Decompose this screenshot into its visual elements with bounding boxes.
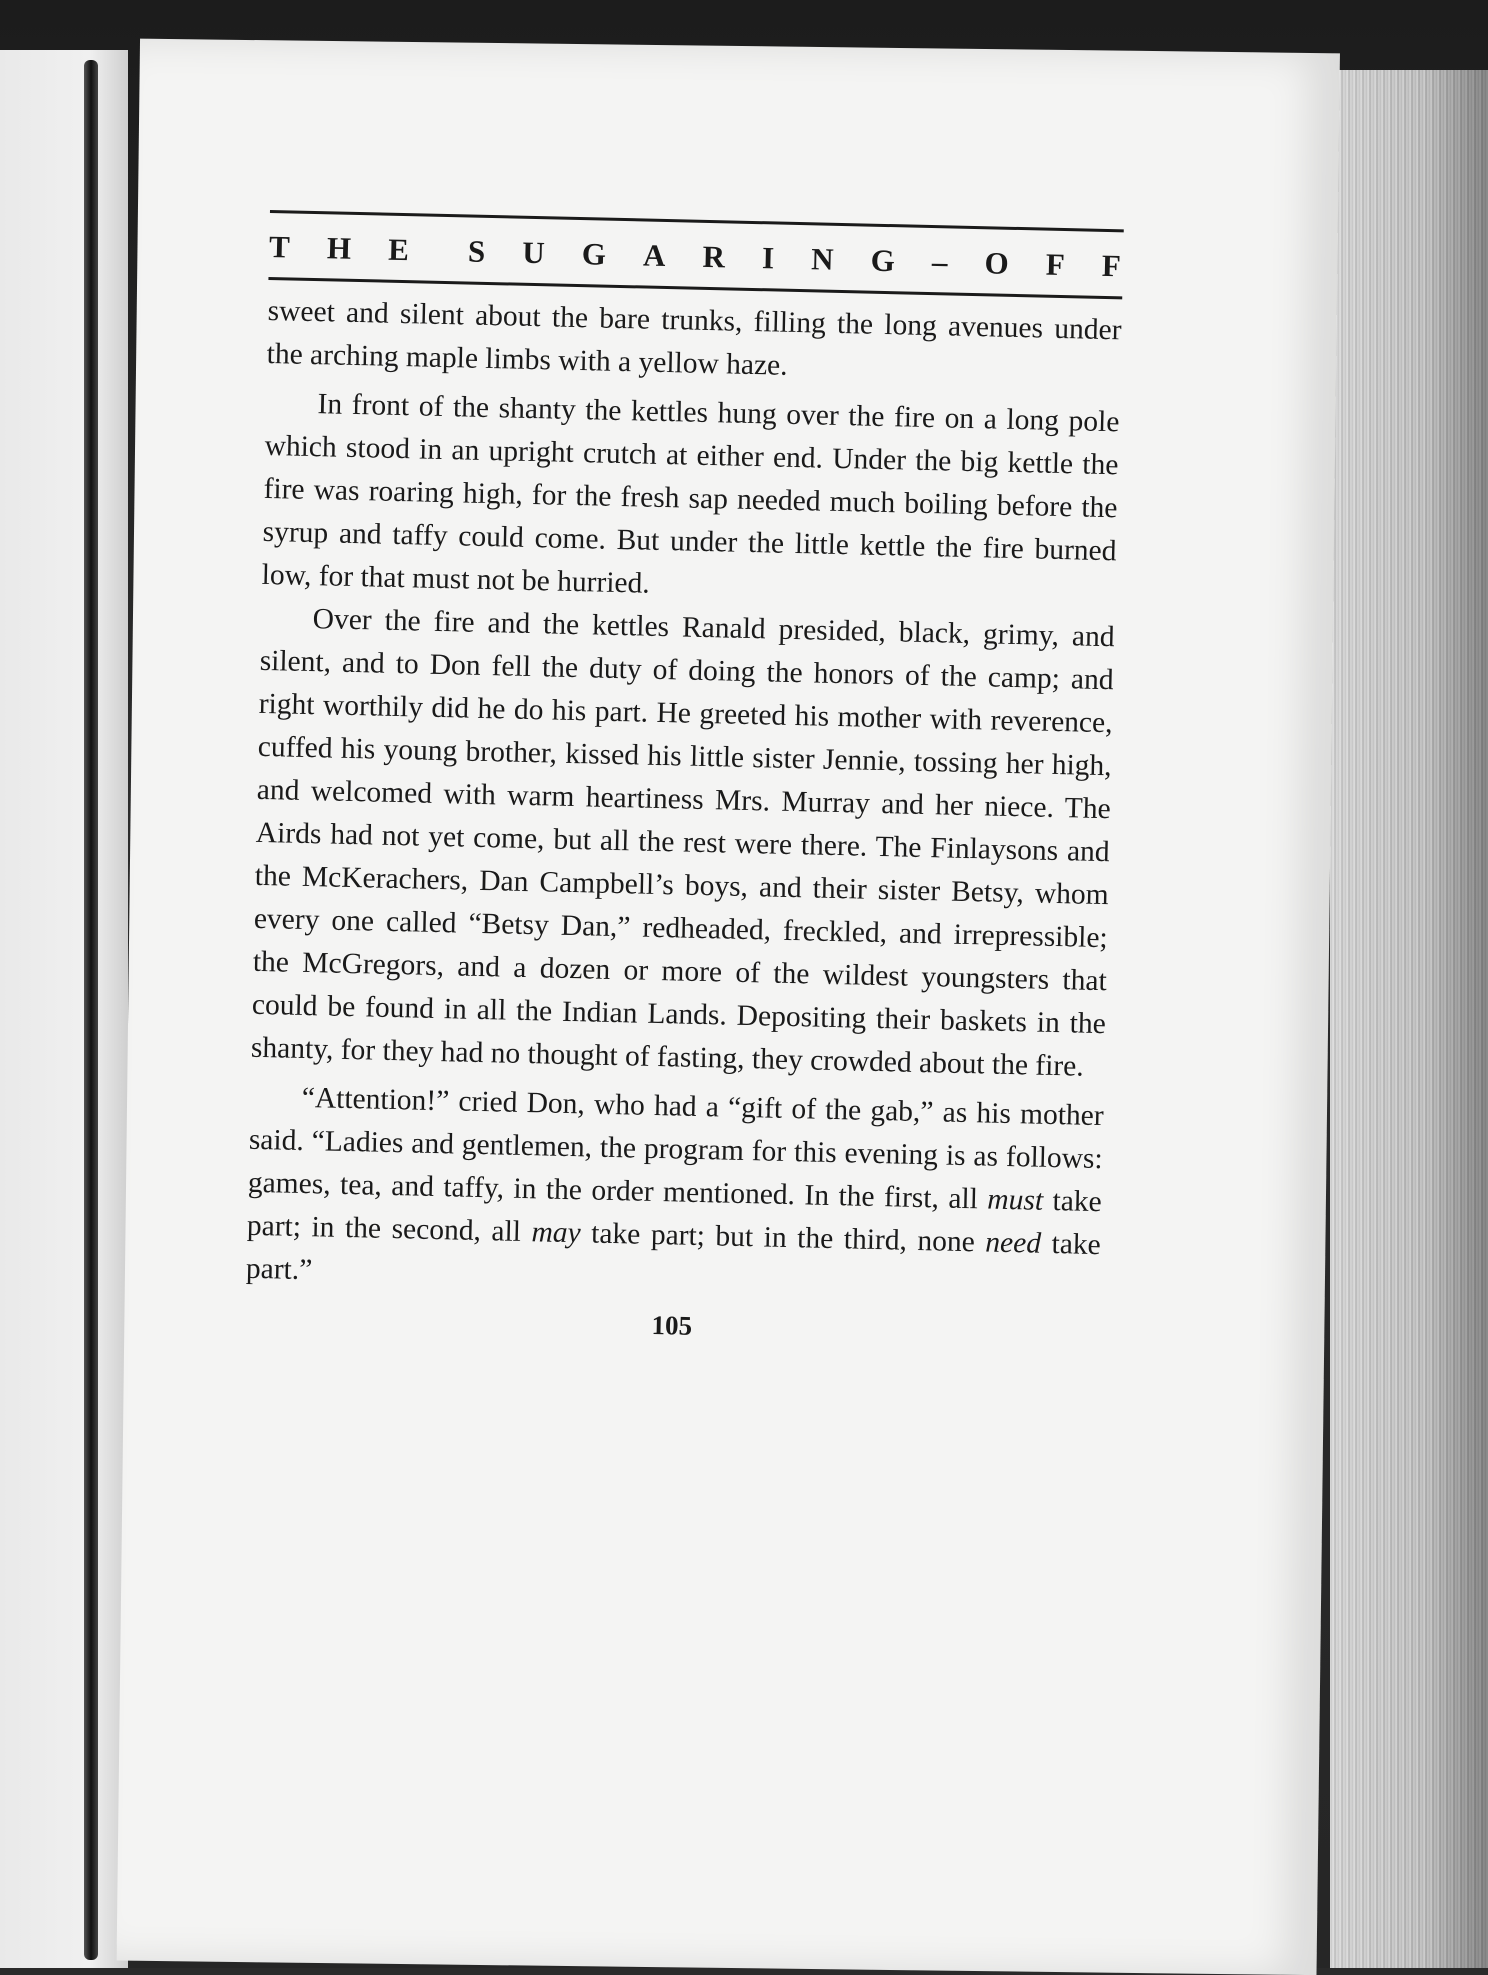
left-facing-page [0, 50, 128, 1968]
book-gutter [84, 60, 98, 1960]
italic-word: need [985, 1226, 1042, 1260]
paragraph: “Attention!” cried Don, who had a “gift of the gab,” as his mother said. “Ladies and gentlemen, the program for this evening is as follows: games, tea, and taffy, in the order mentioned. In the first, all must take part; in the second, all may take part; but in the third, none need take part.” [245, 1081, 1105, 1287]
paragraph: sweet and silent about the bare trunks, filling the long avenues under the arching maple limbs with a yellow haze. [266, 294, 1122, 382]
paragraph: Over the fire and the kettles Ranald presided, black, grimy, and silent, and to Don fell the duty of doing the honors of the camp; and right worthily did he do his part. He greeted his mother with reverence, cuffed his young brother, kissed his little sister Jennie, tossing her high, and welcomed with warm heartiness Mrs. Murray and her niece. The Airds had not yet come, but all the rest were there. The Finlaysons and the McKerachers, Dan Campbell’s boys, and their sister Betsy, whom every one called “Betsy Dan,” redheaded, freckled, and irrepressible; the McGregors, and a dozen or more of the wildest youngsters that could be found in all the Indian Lands. Depositing their baskets in the shanty, for they had no thought of fasting, they crowded about the fire. [250, 603, 1115, 1083]
body-text [245, 290, 1121, 1310]
italic-word: must [987, 1183, 1044, 1217]
italic-word: may [531, 1216, 582, 1250]
page-number: 105 [651, 1309, 693, 1341]
paragraph: In front of the shanty the kettles hung over the fire on a long pole which stood in an upright crutch at either end. Under the big kettle the fire was roaring high, for the fresh sap needed much boiling before the syrup and taffy could come. But under the little kettle the fire burned low, for that must not be hurried. [261, 388, 1120, 600]
running-head: T H E S U G A R I N G – O F F [268, 228, 1124, 284]
page-content [245, 210, 1124, 1351]
